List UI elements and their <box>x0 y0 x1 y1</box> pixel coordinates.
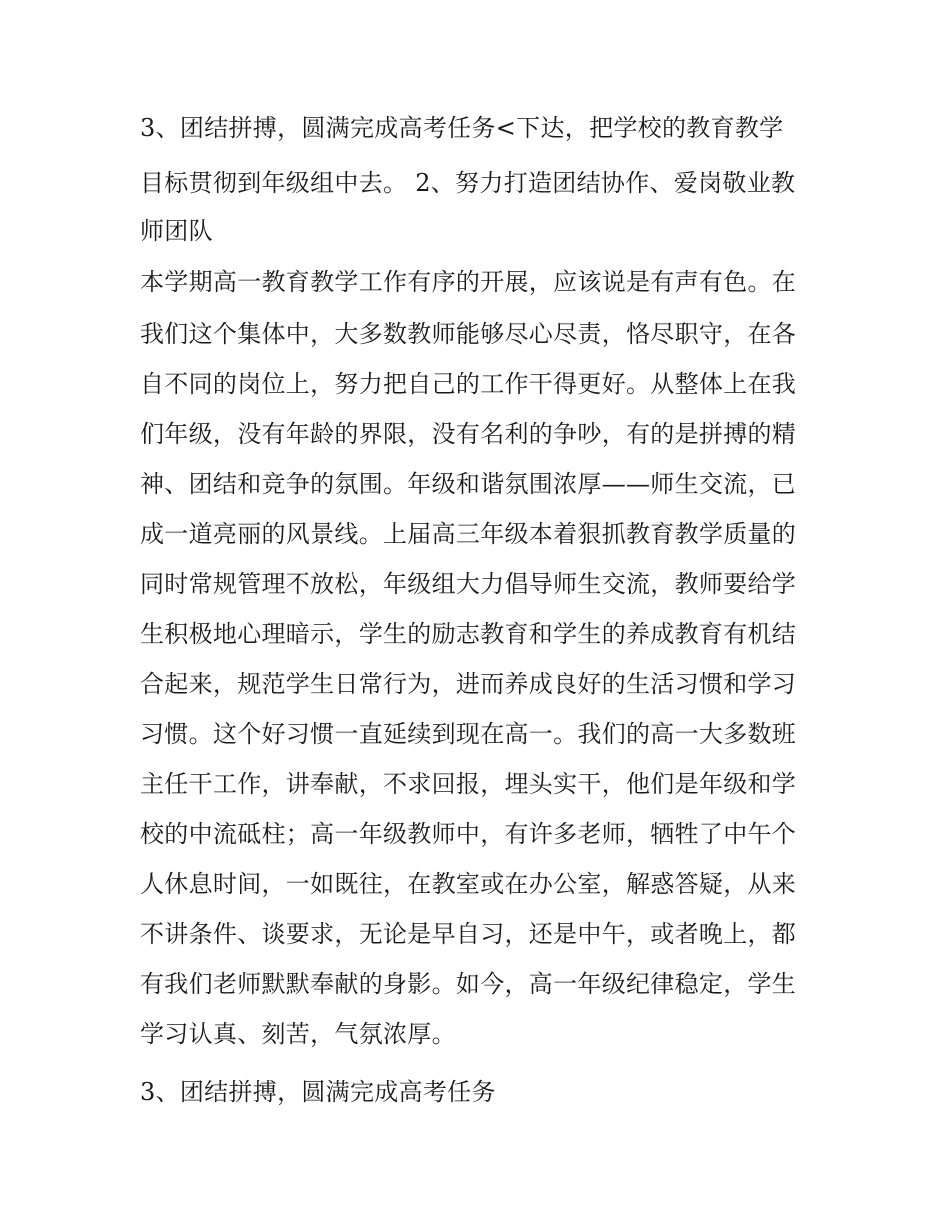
body-line: 合起来，规范学生日常行为，进而养成良好的生活习惯和学习 <box>140 670 797 698</box>
body-line: 不讲条件、谈要求，无论是早自习，还是中午，或者晚上，都 <box>140 920 797 948</box>
intro-line: 目标贯彻到年级组中去。 2、努力打造团结协作、爱岗敬业教 <box>140 169 796 197</box>
body-line: 同时常规管理不放松，年级组大力倡导师生交流，教师要给学 <box>140 570 797 598</box>
body-line: 有我们老师默默奉献的身影。如今，高一年级纪律稳定，学生 <box>140 970 797 998</box>
intro-line: 3、团结拼搏，圆满完成高考任务<下达，把学校的教育教学 <box>140 114 784 142</box>
body-line: 们年级，没有年龄的界限，没有名利的争吵，有的是拼搏的精 <box>140 420 797 448</box>
closing-heading: 3、团结拼搏，圆满完成高考任务 <box>140 1078 496 1106</box>
body-line: 我们这个集体中，大多数教师能够尽心尽责，恪尽职守，在各 <box>140 320 797 348</box>
body-line: 人休息时间，一如既往，在教室或在办公室，解惑答疑，从来 <box>140 870 797 898</box>
body-line: 自不同的岗位上，努力把自己的工作干得更好。从整体上在我 <box>140 370 797 398</box>
body-line: 主任干工作，讲奉献，不求回报，埋头实干，他们是年级和学 <box>140 770 797 798</box>
intro-line: 师团队 <box>140 217 213 245</box>
body-line: 学习认真、刻苦，气氛浓厚。 <box>140 1020 456 1048</box>
body-line: 习惯。这个好习惯一直延续到现在高一。我们的高一大多数班 <box>140 720 797 748</box>
body-line: 本学期高一教育教学工作有序的开展，应该说是有声有色。在 <box>140 268 797 296</box>
body-line: 成一道亮丽的风景线。上届高三年级本着狠抓教育教学质量的 <box>140 520 797 548</box>
body-line: 校的中流砥柱；高一年级教师中，有许多老师，牺牲了中午个 <box>140 820 797 848</box>
body-line: 生积极地心理暗示，学生的励志教育和学生的养成教育有机结 <box>140 620 797 648</box>
body-line: 神、团结和竞争的氛围。年级和谐氛围浓厚——师生交流，已 <box>140 470 797 498</box>
